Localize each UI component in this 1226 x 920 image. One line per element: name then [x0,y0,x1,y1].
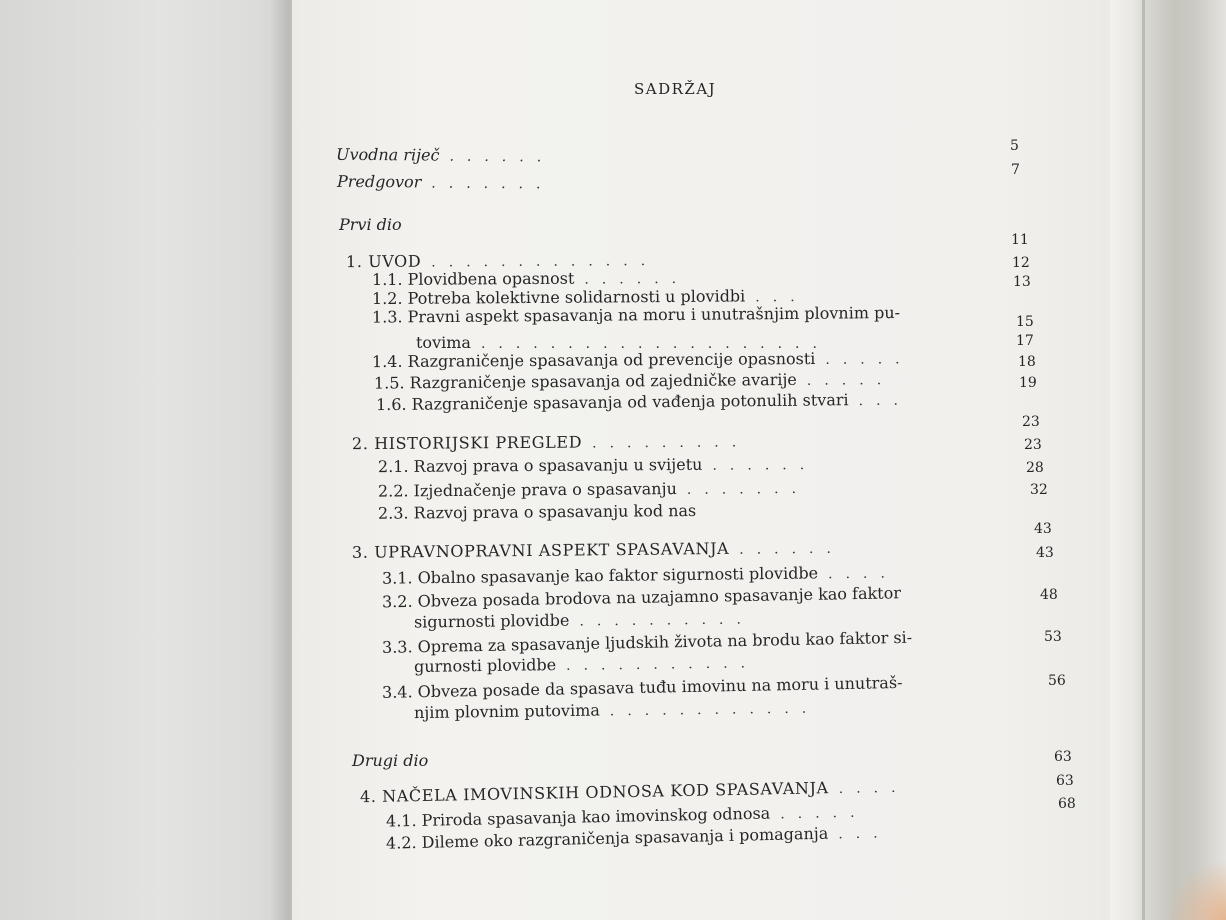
page-number: 68 [1058,796,1076,812]
page-number: 18 [1018,354,1036,370]
toc-section-1-6: 1.6. Razgraničenje spasavanja od vađenja potonulih stvari ... [375,390,912,415]
page-number: 12 [1012,255,1030,271]
page-number: 23 [1024,437,1042,453]
page-number: 63 [1056,773,1074,789]
toc-chapter-4: 4. NAČELA IMOVINSKIH ODNOSA KOD SPASAVANJA .... [359,778,909,807]
page-number: 43 [1036,545,1054,561]
toc-section-3-1: 3.1. Obalno spasavanje kao faktor sigurnosti plovidbe .... [381,563,899,588]
toc-chapter-3: 3. UPRAVNOPRAVNI ASPEKT SPASAVANJA ...... [351,538,844,562]
page-number: 32 [1030,482,1048,498]
page-number: 7 [1011,162,1020,178]
page-number: 17 [1016,333,1034,349]
page-number: 43 [1034,521,1052,537]
part-two-label: Drugi dio [352,751,429,770]
toc-section-3-3-cont: gurnosti plovidbe ........... [413,655,759,677]
toc-section-3-4-cont: njim plovnim putovima ............ [413,700,820,723]
page-number: 56 [1048,673,1066,689]
toc-section-3-2-cont: sigurnosti plovidbe .......... [413,610,755,632]
toc-heading: SADRŽAJ [634,80,717,98]
toc-section-3-4: 3.4. Obveza posade da spasava tuđu imovinu na moru i unutraš- [381,672,903,702]
toc-section-2-2: 2.2. Izjednačenje prava o spasavanju ....... [377,479,810,501]
toc-section-1-4: 1.4. Razgraničenje spasavanja od prevencije opasnosti ..... [371,348,913,372]
toc-section-4-1: 4.1. Priroda spasavanja kao imovinskog odnosa ..... [385,803,868,831]
toc-section-3-2: 3.2. Obveza posada brodova na uzajamno spasavanje kao faktor [381,583,902,612]
toc-section-1-3-cont: tovima .................... [416,333,830,352]
page-number: 11 [1011,232,1029,248]
toc-section-4-2: 4.2. Dileme oko razgraničenja spasavanja i pomaganja ... [385,823,891,853]
page-number: 53 [1044,629,1062,645]
left-page [0,0,292,920]
page-number: 48 [1040,587,1058,603]
toc-section-1-3: 1.3. Pravni aspekt spasavanja na moru i unutrašnjim plovnim pu- [371,303,901,327]
toc-section-2-1: 2.1. Razvoj prava o spasavanju u svijetu ...... [377,454,818,477]
toc-chapter-2: 2. HISTORIJSKI PREGLED ......... [351,432,750,454]
toc-entry-uvodna-rijec: Uvodna riječ ...... [335,144,555,166]
page-number: 28 [1026,460,1044,476]
page-number: 5 [1010,138,1019,154]
toc-section-2-3: 2.3. Razvoj prava o spasavanju kod nas [377,500,697,523]
toc-chapter-1: 1. UVOD ............. [345,251,659,272]
toc-section-3-3: 3.3. Oprema za spasavanje ljudskih života na brodu kao faktor si- [381,627,913,657]
toc-entry-predgovor: Predgovor ....... [336,171,554,193]
toc-section-1-1: 1.1. Plovidbena opasnost ...... [371,268,690,290]
page-number: 19 [1019,375,1037,391]
page-number: 13 [1013,274,1031,290]
toc-section-1-2: 1.2. Potreba kolektivne solidarnosti u plovidbi ... [371,286,808,309]
page-edges [1110,0,1226,920]
page-number: 15 [1016,314,1034,330]
table-corner [1166,860,1226,920]
part-one-label: Prvi dio [339,215,402,234]
page-number: 23 [1022,414,1040,430]
toc-section-1-5: 1.5. Razgraničenje spasavanja od zajedničke avarije ..... [373,369,895,393]
page-number: 63 [1054,749,1072,765]
